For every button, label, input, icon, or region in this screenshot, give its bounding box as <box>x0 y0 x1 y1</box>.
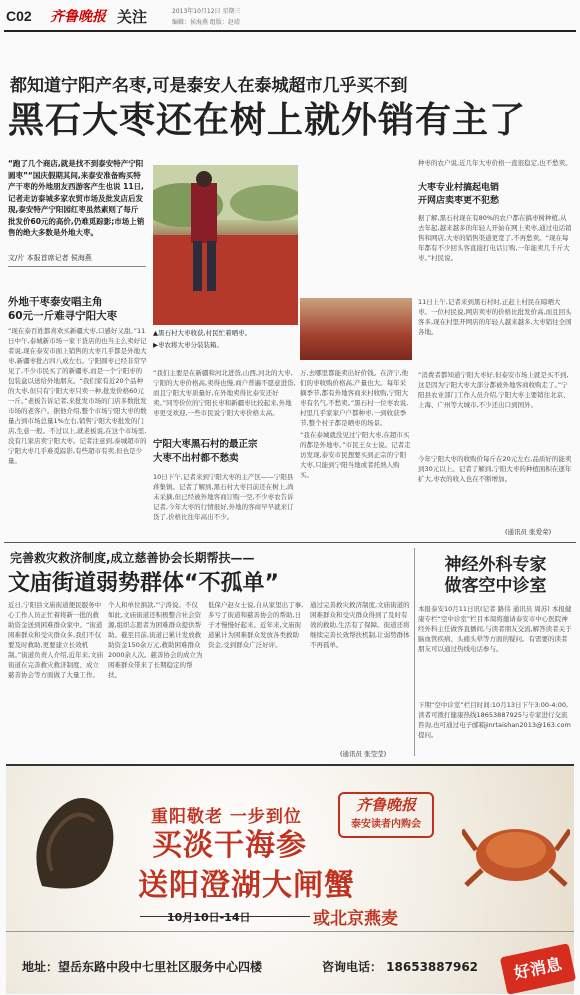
ad-logo-brand: 齐鲁晚报 <box>355 796 416 814</box>
issue-date: 2013年10月12日 星期三 <box>172 8 241 15</box>
article2-col3: 低保户赵女士说,自从家里出了事,多亏了街道和慈善协会的帮助,日子才慢慢好起来。近年来,文庙街道累计为困难群众发放各类救助资金,受到群众广泛好评。 <box>208 601 304 649</box>
article1-lead: “跑了几个商店,就是找不到泰安特产宁阳圆枣”“国庆假期其间,来泰安准备购买特产干枣的外地朋友西游客产生也说 11日,记者走访泰城多家农贸市场及批发店后发现,泰安特产宁阳园红枣虽然素则了每斤批发价60元的高价,仍难觅踪影;市场上销售的绝大多数是外地大枣。 <box>8 159 145 237</box>
article1-byline: 文/片 本报首席记者 侯海燕 <box>8 254 92 262</box>
ad-badge: 好消息 <box>500 943 576 995</box>
article2-col1: 近日,宁阳县文庙街道便民服务中心工作人员正忙着将新一批的救助资金送到困难群众家中。“街道困难群众和受灾群众多,我们不仅要及时救助,更要建立长效机制。”街道负责人介绍,近年来,文庙街道在完善救灾救济制度、成立慈善协会等方面做了大量工作。 <box>8 601 104 679</box>
article2-col4: 通过完善救灾救济制度,文庙街道的困难群众和受灾群众得到了及时有效的救助,生活有了保障。街道还将继续完善长效帮扶机制,让弱势群体不再孤单。 <box>310 601 410 649</box>
article1-right-body3: “消费者都知道宁阳大枣好,但泰安市场上就是买不到,这是因为宁阳大枣大部分都被外地客商收购走了。”宁阳县农业部门工作人员介绍,宁阳大枣主要销往北京、上海、广州等大城市,不少还出口到国外。 <box>418 371 570 409</box>
crab-image <box>462 800 570 895</box>
article1-sub2: 宁阳大枣黑石村的最正宗 大枣不出村都不愁卖 <box>153 439 258 464</box>
ad-divider <box>6 931 574 932</box>
section-title: 关注 <box>117 8 148 26</box>
ad-address: 地址：望岳东路中段中七里社区服务中心四楼 <box>22 960 263 974</box>
article2-col2: 个人和单位捐款,”宁涛说。不仅如此,文庙街道还积极整合社会资源,组织志愿者为困难群众提供帮助。截至目前,街道已累计发放救助资金150余万元,救助困难群众2000余人次。慈善协会的成立为困难群众带来了长期稳定的帮扶。 <box>108 601 203 679</box>
divider <box>8 266 146 267</box>
article1-col2: “我们主要是在新疆和河北进货,山西,河北的大枣,宁阳的大枣价格高,卖得也慢,商户普遍不愿意进货,而且宁阳大枣质量好,在外地卖得比泰安还好卖。”同等价位的宁阳长枣和新疆枣比较起来,外地枣更受欢迎,一些市民说宁阳大枣价格太高。 <box>153 369 296 417</box>
column-divider <box>414 548 415 756</box>
article2-credit: (通讯员 张莹莹) <box>340 750 387 758</box>
sidebar-headline: 神经外科专家 做客空中诊室 <box>444 555 547 596</box>
article1-col3: 万,去哪里都能卖出好价钱。在济宁,他们的枣收购价格高,产量也大。每年采摘季节,都有外地客商来村收购,宁阳大枣有名气,不愁卖。”黑石村一位枣农说,村里几乎家家户户都种枣,一到收获季节,整个村子都是晒枣的场景。 <box>300 369 409 426</box>
photo-caption-1: ▲黑石村大枣收获,村民忙着晒枣。 <box>153 329 252 337</box>
article1-kicker: 都知道宁阳产名枣,可是泰安人在泰城超市几乎买不到 <box>10 76 408 96</box>
editor-line: 编辑：侯海燕 组版：赵靖 <box>172 19 240 26</box>
packing-photo <box>300 298 412 360</box>
ad-logo-sub: 泰安读者内购会 <box>351 819 421 830</box>
page-code: C02 <box>6 8 32 24</box>
article1-col2b: 10日下午,记者来到宁阳大枣的主产区——宁阳县蒋集镇。记者了解到,黑石村大枣目前还在树上,尚未采摘,但已经被外地客商订购一空,不少枣农告诉记者,今年大枣的行情很好,外地的客商早早就来订货了,价格比往年高出不少。 <box>153 473 294 521</box>
sidebar-body: 本报泰安10月11日讯(记者 路伟 通讯员 周苏) 本报健康专栏“空中诊室”栏目本周将邀请泰安市中心医院神经外科主任做客直播间,与读者朋友交流,解答读者关于脑血管疾病、头痛头晕等方面的疑问。有需要的读者朋友可以通过热线电话参与。 <box>418 605 572 653</box>
jujube-harvest-photo <box>153 165 298 325</box>
ad-offer-main: 买淡干海参 <box>152 828 307 863</box>
ad-alt-gift: 或北京燕麦 <box>313 909 398 929</box>
article1-right-body4: 今年宁阳大枣的收购价每斤在20元左右,品质好的能卖到30元以上。记者了解到,宁阳大枣的种植面积在逐年扩大,枣农的收入也在不断增加。 <box>418 455 572 483</box>
article1-right-body2: 11日上午,记者来到黑石村时,正赶上村民在晾晒大枣。一位村民说,网店卖枣的价格比批发价高,而且回头客多,现在村里开网店的年轻人越来越多,大枣销往全国各地。 <box>418 298 572 336</box>
article1-credit: (通讯员 张爱荣) <box>505 528 552 536</box>
article1-right-top: 种枣的农户说,近几年大枣价格一直很稳定,也不愁卖。 <box>418 159 572 167</box>
article1-col1: “现在泰百姓都喜欢买新疆大枣,口感好又甜。”11日中午,泰城新市场一家干货店的也当主么卖好记者说,现在泰安市面上销售的大枣几乎都是外地大枣,新疆枣批占四八成左右。宁阳圆枣已经非常罕见了,不少市民买了的新疆枣,而是一个宁阳枣的包装盒以送给外地朋友。“我们家有近20个品种的大枣,但只有宁阳大枣只卖一种,批发价格60元一斤。”老板告诉记者,来批发市场的门店多数批发市场的老客户。据他介绍,整个市场宁阳大枣的数量占到市场总量1%左右,销售宁阳大枣批发的门店,生意一般。不过以上,就老板说,在这个市场里,没有几家店卖宁阳大枣。记者注意到,泰城超市的宁阳大枣几乎难觅踪影,有些超市有卖,但也是少量。 <box>8 327 147 465</box>
article1-headline: 黑石大枣还在树上就外销有主了 <box>8 100 527 141</box>
ad-logo <box>338 792 434 838</box>
newspaper-brand: 齐鲁晚报 <box>50 9 106 25</box>
article1-sub1: 外地干枣泰安唱主角 60元一斤难寻宁阳大枣 <box>8 296 118 322</box>
article1-col3b: “我在泰城就没见过宁阳大枣,在超市买的都是外地枣。”市民王女士说。记者走访发现,泰安市民想要买到正宗的宁阳大枣,只能到宁阳当地或者托熟人购买。 <box>300 431 411 479</box>
ad-phone: 咨询电话： 18653887962 <box>322 960 479 974</box>
article1-right-sub: 大枣专业村搞起电销 开网店卖枣更不犯愁 <box>418 183 500 206</box>
sea-cucumber-image <box>22 776 132 906</box>
sidebar-body2: 下期“空中诊室”栏目时间:10月13日下午3:00-4:00,读者可拨打健康热线18653887925与专家进行交流咨询,也可通过电子邮箱jinrtaishan2013@163.com提问。 <box>418 701 571 739</box>
article1-right-body1: 据了解,黑石村现在有80%的农户都在搞枣树种植,从去年起,越来越多的年轻人开始在网上卖枣,通过电话销售和网店,大枣的销售渠道更宽了,不再愁卖。“现在每年都有不少回头客直接打电话订购,一年能卖几千斤大枣。”村民说。 <box>418 214 572 262</box>
ad-offer-gift: 送阳澄湖大闸蟹 <box>138 868 355 903</box>
header-rule <box>4 30 576 32</box>
photo-caption-2: ▶枣农将大枣分装装箱。 <box>153 341 223 349</box>
article2-kicker: 完善救灾救济制度,成立慈善协会长期帮扶—— <box>10 551 255 565</box>
section-rule <box>4 542 576 543</box>
ad-slogan: 重阳敬老 一步到位 <box>151 807 302 827</box>
article2-headline: 文庙街道弱势群体“不孤单” <box>8 571 279 596</box>
ad-date: 10月10日-14日 <box>167 911 251 924</box>
